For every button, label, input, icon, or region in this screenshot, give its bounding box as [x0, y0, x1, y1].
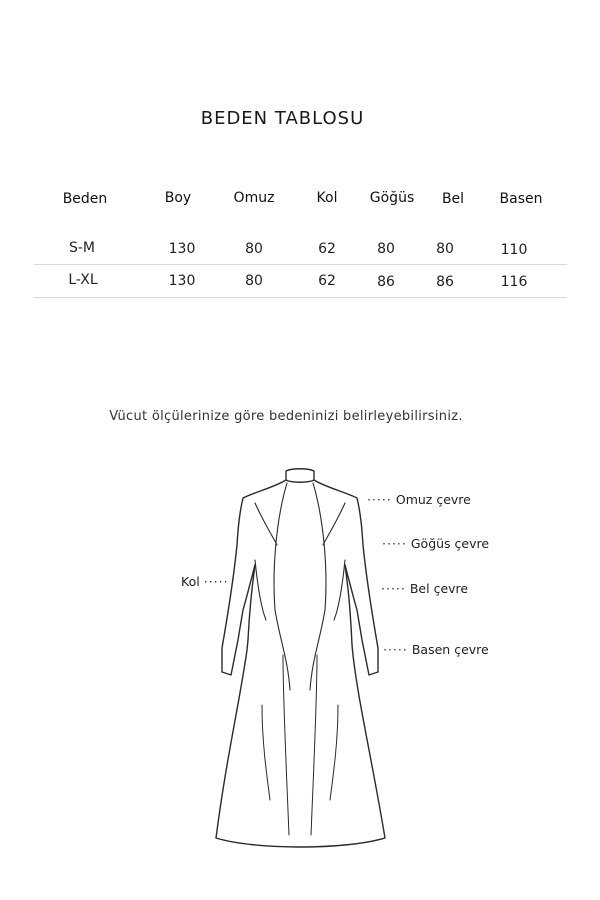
header-omuz: Omuz [233, 190, 275, 206]
table-row-1-beden: S-M [68, 240, 96, 256]
dress-fold-4 [330, 705, 338, 800]
dress-sleeve-left-inner [255, 560, 266, 620]
table-row-2-omuz: 80 [245, 273, 263, 289]
label-bel-text: Bel çevre [409, 581, 469, 596]
dress-fold-2 [283, 655, 289, 835]
table-row-2-boy: 130 [168, 273, 196, 289]
dots-omuz: ····· [367, 492, 392, 507]
dots-basen: ····· [383, 642, 408, 657]
table-row-1-basen: 110 [500, 242, 528, 258]
dots-gogus: ····· [382, 536, 407, 551]
table-row-2-kol: 62 [318, 273, 336, 289]
table-row-1-kol: 62 [318, 241, 336, 257]
label-bel [381, 581, 468, 596]
dress-fold-1 [262, 705, 270, 800]
label-basen-text: Basen çevre [411, 642, 489, 657]
dress-outline [216, 480, 385, 847]
dress-sleeve-right-inner [334, 560, 345, 620]
table-row-2-bel: 86 [436, 274, 454, 290]
page-title: BEDEN TABLOSU [200, 108, 365, 129]
dots-bel: ····· [381, 581, 406, 596]
header-bel: Bel [441, 191, 465, 207]
table-row-2-basen: 116 [500, 274, 528, 290]
header-beden: Beden [62, 191, 108, 207]
header-gogus: Göğüs [369, 190, 415, 206]
label-kol [181, 574, 229, 589]
header-boy: Boy [164, 190, 192, 206]
measurement-note: Vücut ölçülerinize göre bedeninizi belirleyebilirsiniz. [109, 409, 463, 424]
dress-collar [286, 469, 314, 483]
table-row-1-boy: 130 [168, 241, 196, 257]
header-basen: Basen [499, 191, 543, 207]
label-omuz [367, 492, 471, 507]
dots-kol: ····· [203, 574, 229, 589]
label-omuz-text: Omuz çevre [395, 492, 471, 507]
table-row-2-gogus: 86 [377, 274, 395, 290]
table-row-1-bel: 80 [436, 241, 454, 257]
label-kol-text: Kol [181, 574, 200, 589]
table-row-1-omuz: 80 [245, 241, 263, 257]
header-kol: Kol [316, 190, 338, 206]
label-gogus-text: Göğüs çevre [410, 536, 490, 551]
dress-seam-right [323, 503, 345, 545]
label-basen [383, 642, 489, 657]
label-gogus [382, 536, 489, 551]
dress-princess-left [274, 483, 290, 690]
dress-fold-3 [311, 655, 317, 835]
dress-princess-right [310, 483, 326, 690]
table-row-2-beden: L-XL [68, 272, 98, 288]
dress-seam-left [255, 503, 277, 545]
table-row-1-gogus: 80 [377, 241, 395, 257]
